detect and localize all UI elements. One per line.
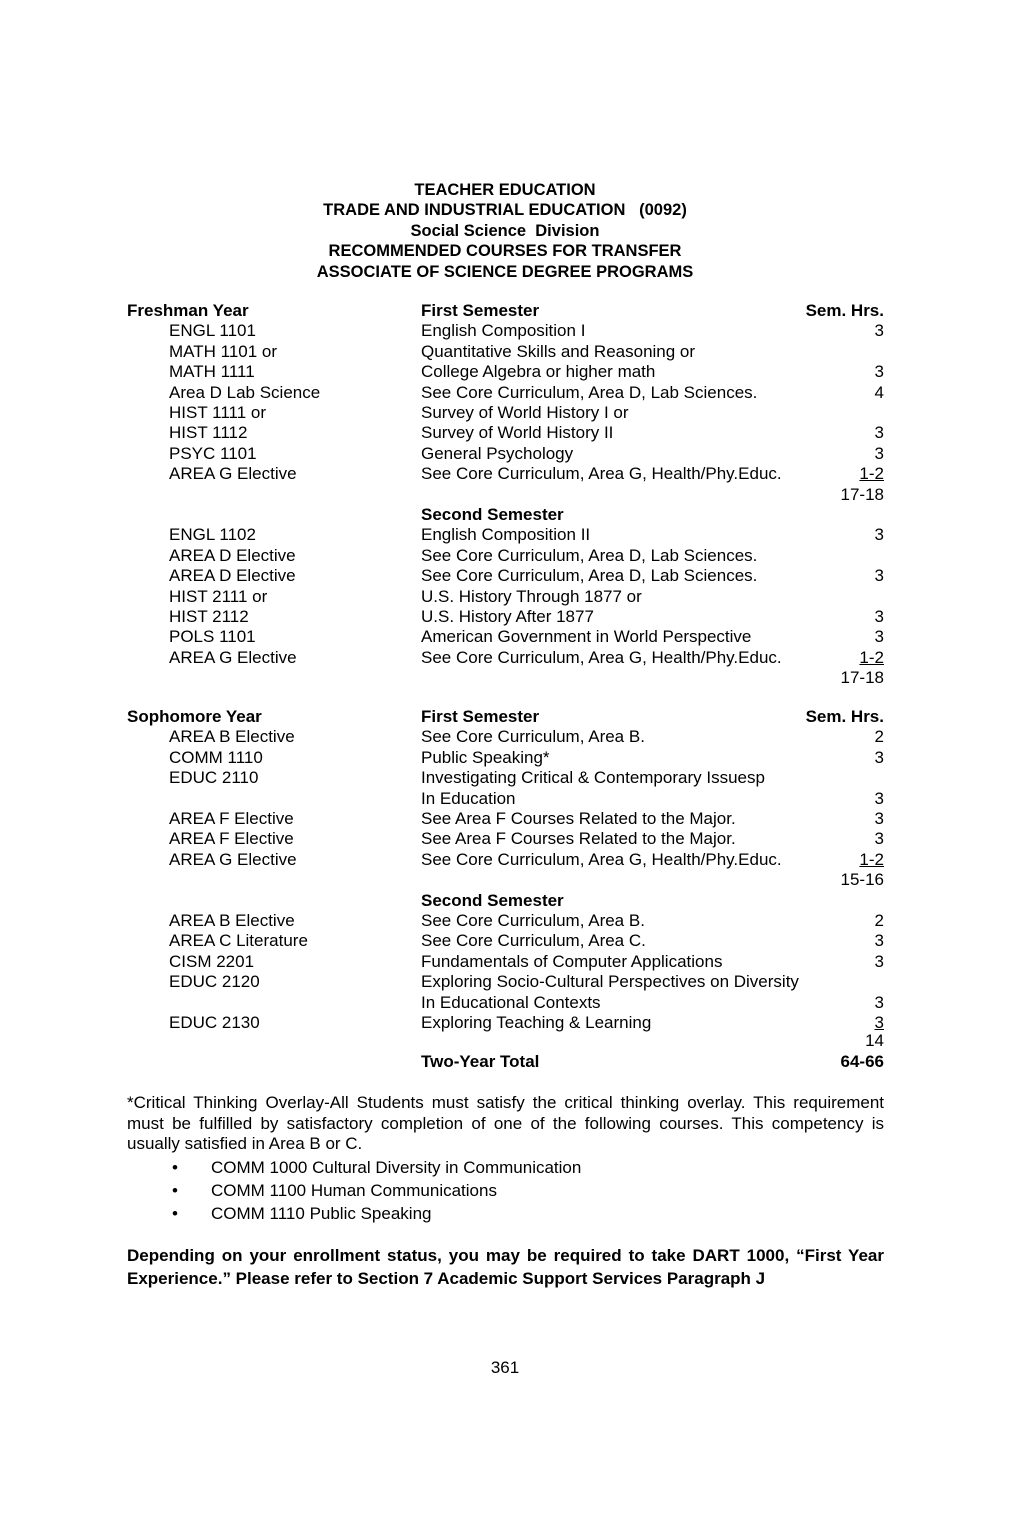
semester-total-row [0,870,1010,890]
semester-total-row [0,668,1010,688]
course-hours: 3 [874,362,884,382]
header-line: TEACHER EDUCATION [414,181,596,199]
course-row [0,748,1010,768]
two-year-total-row [0,1052,1010,1072]
course-row [0,789,1010,809]
freshman-heading-row [0,301,1010,321]
course-code: ENGL 1101 [169,321,256,341]
course-title: In Education [421,788,516,808]
course-code: AREA C Literature [169,931,308,951]
course-code: HIST 1111 or [169,403,267,422]
page-number: 361 [490,1358,520,1377]
course-row [0,362,1010,382]
course-title: Exploring Socio-Cultural Perspectives on Diversity [421,972,799,992]
course-title: See Area F Courses Related to the Major. [421,809,736,828]
enrollment-note: Depending on your enrollment status, you may be required to take DART 1000, “First Year Experience.” Please refer to Section 7 Academic Support Services Paragraph J [127,1246,884,1288]
document-header [0,180,1010,282]
course-title: See Core Curriculum, Area B. [421,727,645,747]
header-line: ASSOCIATE OF SCIENCE DEGREE PROGRAMS [316,262,694,281]
course-row [0,383,1010,403]
course-code: CISM 2201 [169,951,255,971]
course-row [0,1013,1010,1033]
list-item [0,1180,1010,1202]
course-code: HIST 2111 or [169,586,268,606]
list-item-text: COMM 1100 Human Communications [211,1181,497,1200]
list-item [0,1203,1010,1225]
course-row [0,525,1010,545]
course-row [0,931,1010,951]
header-line: RECOMMENDED COURSES FOR TRANSFER [328,242,682,261]
course-row [0,952,1010,972]
course-title: See Core Curriculum, Area D, Lab Sciences. [421,566,758,586]
course-title: See Core Curriculum, Area D, Lab Sciences. [421,382,758,402]
course-hours: 3 [874,747,884,767]
course-row [0,321,1010,341]
course-row [0,607,1010,627]
course-title: See Core Curriculum, Area C. [421,931,646,951]
course-hours: 3 [874,1013,884,1032]
course-hours: 3 [874,321,884,341]
two-year-total-label: Two-Year Total [421,1051,540,1071]
bullet-icon: • [172,1158,178,1177]
year-label: Freshman Year [127,301,249,320]
course-row [0,566,1010,586]
course-hours: 4 [874,382,884,402]
course-code: COMM 1110 [169,747,263,767]
course-title: English Composition I [421,321,586,341]
course-title: College Algebra or higher math [421,362,656,382]
course-code: AREA G Elective [169,849,297,869]
course-code: MATH 1111 [169,362,255,382]
course-code: AREA B Elective [169,911,295,930]
course-code: HIST 1112 [169,423,248,443]
sophomore-heading-row [0,707,1010,727]
course-code: PSYC 1101 [169,443,257,463]
course-hours: 3 [874,423,884,443]
course-row [0,464,1010,484]
course-row [0,768,1010,788]
course-title: Exploring Teaching & Learning [421,1013,652,1032]
course-hours: 3 [874,809,884,828]
course-hours: 3 [874,627,884,647]
header-line: TRADE AND INDUSTRIAL EDUCATION (0092) [323,201,687,220]
course-code: POLS 1101 [169,627,256,647]
course-row [0,342,1010,362]
course-code: AREA G Elective [169,464,297,484]
semester-total: 15-16 [840,870,884,890]
course-code: AREA D Elective [169,566,296,586]
course-hours: 3 [874,443,884,463]
course-hours: 2 [874,727,884,747]
bullet-icon: • [172,1204,178,1223]
course-code: AREA D Elective [169,545,296,565]
course-hours: 3 [874,566,884,586]
course-title: Quantitative Skills and Reasoning or [421,341,696,361]
course-hours: 3 [874,829,884,849]
course-code: ENGL 1102 [169,525,256,545]
semester-total-row [0,485,1010,505]
course-row [0,972,1010,992]
list-item [0,1157,1010,1179]
critical-thinking-note: *Critical Thinking Overlay-All Students must satisfy the critical thinking overlay. This requirement must be fulfilled by satisfactory completion of one of the following courses. This competency is usually satisfied in Area B or C. [127,1093,884,1154]
course-hours: 1-2 [859,849,884,869]
course-title: See Core Curriculum, Area G, Health/Phy.Educ. [421,464,782,484]
course-row [0,727,1010,747]
course-hours: 3 [874,607,884,626]
course-code: AREA G Elective [169,647,297,667]
course-hours: 3 [874,525,884,545]
semester-total: 17-18 [840,484,884,504]
two-year-total-value: 64-66 [840,1051,884,1071]
course-row [0,423,1010,443]
course-title: Survey of World History II [421,423,614,443]
hours-label: Sem. Hrs. [805,301,884,320]
course-title: Investigating Critical & Contemporary Issuesp [421,768,765,788]
hours-label: Sem. Hrs. [805,707,884,726]
course-row [0,403,1010,423]
header-line: Social Science Division [410,221,600,240]
semester-label: Second Semester [421,505,564,524]
course-code: AREA B Elective [169,727,295,747]
course-row [0,648,1010,668]
semester-label: Second Semester [421,890,564,910]
list-item-text: COMM 1110 Public Speaking [211,1204,432,1223]
course-title: Fundamentals of Computer Applications [421,951,723,971]
course-title: See Area F Courses Related to the Major. [421,829,736,849]
course-row [0,829,1010,849]
course-hours: 1-2 [859,647,884,667]
bullet-icon: • [172,1181,178,1200]
course-title: General Psychology [421,443,574,463]
course-title: U.S. History After 1877 [421,607,594,626]
course-code: AREA F Elective [169,809,294,828]
course-code: EDUC 2120 [169,972,260,992]
course-code: MATH 1101 or [169,341,278,361]
course-title: See Core Curriculum, Area B. [421,911,645,930]
course-row [0,444,1010,464]
semester-heading-row [0,891,1010,911]
course-row [0,587,1010,607]
course-hours: 1-2 [859,464,884,484]
course-code: EDUC 2130 [169,1013,260,1032]
course-title: Public Speaking* [421,747,550,767]
semester-label: First Semester [421,707,540,726]
course-code: AREA F Elective [169,829,294,849]
course-title: English Composition II [421,525,591,545]
course-title: U.S. History Through 1877 or [421,586,642,606]
course-title: See Core Curriculum, Area D, Lab Sciences. [421,545,758,565]
course-code: HIST 2112 [169,607,249,626]
course-title: See Core Curriculum, Area G, Health/Phy.Educ. [421,647,782,667]
course-row [0,546,1010,566]
course-code: Area D Lab Science [169,382,321,402]
course-row [0,911,1010,931]
course-title: American Government in World Perspective [421,627,752,647]
course-row [0,809,1010,829]
semester-total-row [0,1031,1010,1051]
year-label: Sophomore Year [127,707,262,726]
course-hours: 3 [874,992,884,1012]
course-title: Survey of World History I or [421,403,629,422]
course-row [0,993,1010,1013]
semester-heading-row [0,505,1010,525]
course-hours: 3 [874,931,884,951]
course-code: EDUC 2110 [169,768,259,788]
course-row [0,850,1010,870]
semester-total: 14 [865,1031,884,1051]
course-title: See Core Curriculum, Area G, Health/Phy.Educ. [421,849,782,869]
list-item-text: COMM 1000 Cultural Diversity in Communication [211,1158,582,1177]
semester-label: First Semester [421,301,540,320]
course-hours: 3 [874,951,884,971]
course-title: In Educational Contexts [421,992,601,1012]
semester-total: 17-18 [840,668,884,688]
course-row [0,627,1010,647]
course-hours: 3 [874,788,884,808]
course-hours: 2 [874,911,884,930]
